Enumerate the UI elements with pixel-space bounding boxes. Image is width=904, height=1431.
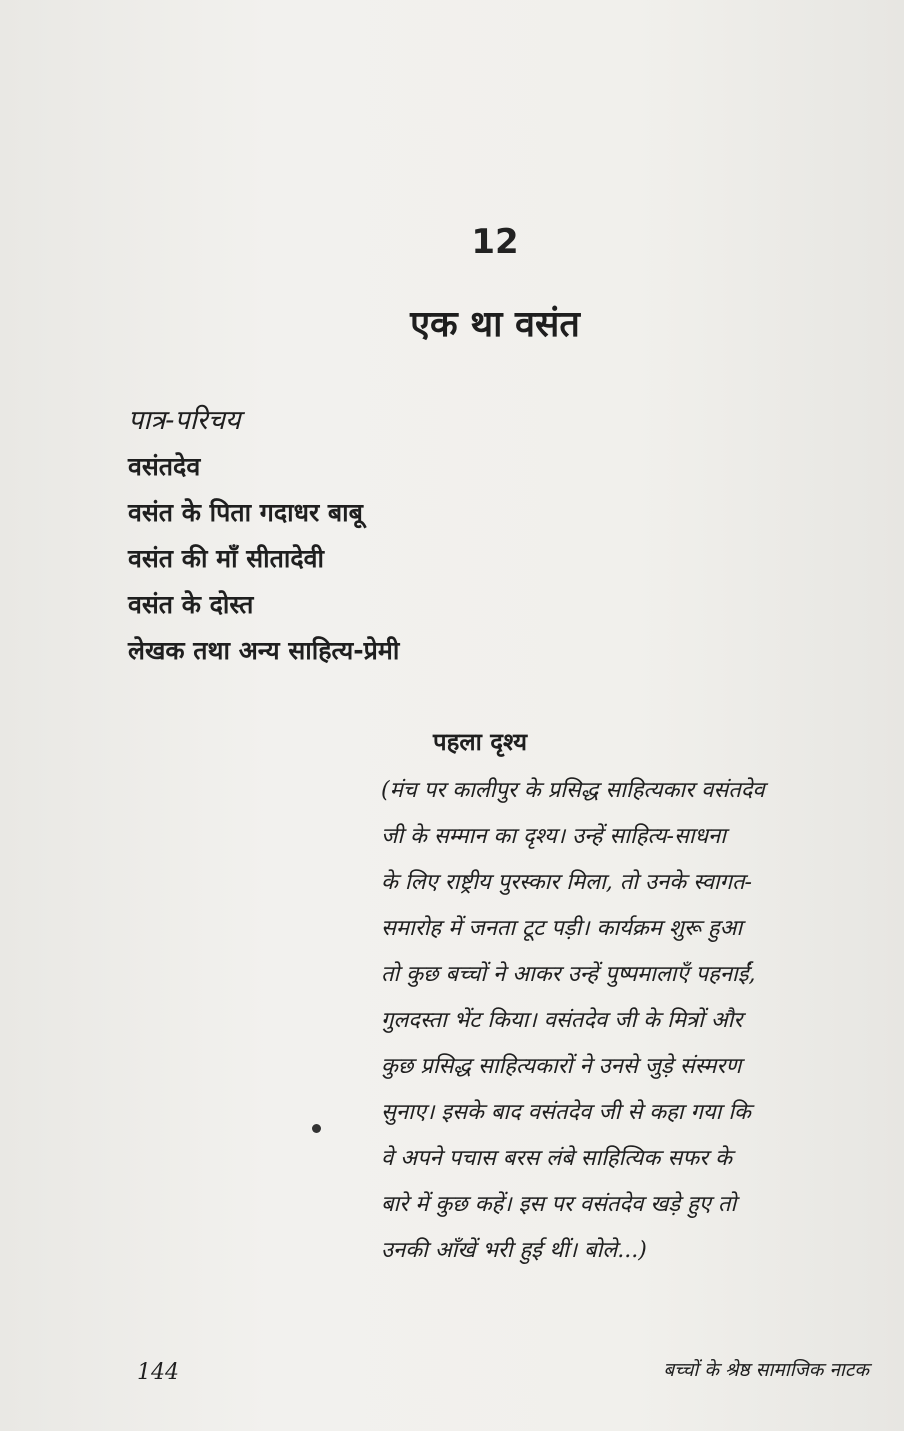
scene-line: तो कुछ बच्चों ने आकर उन्हें पुष्पमालाएँ पहनाईं, [381,962,756,987]
chapter-title: एक था वसंत [410,304,580,345]
ink-speck [312,1124,321,1133]
page-number: 144 [137,1360,179,1385]
scene-line: (मंच पर कालीपुर के प्रसिद्ध साहित्यकार वसंतदेव [381,778,765,803]
cast-item: वसंत की माँ सीतादेवी [128,544,325,573]
scene-line: के लिए राष्ट्रीय पुरस्कार मिला, तो उनके स्वागत- [381,870,752,895]
scene-description [381,768,866,1274]
scene-line: सुनाए। इसके बाद वसंतदेव जी से कहा गया कि [381,1100,751,1125]
chapter-number: 12 [471,222,519,262]
cast-heading: पात्र-परिचय [128,405,241,436]
scene-line: जी के सम्मान का दृश्य। उन्हें साहित्य-साधना [381,824,726,849]
scene-line: समारोह में जनता टूट पड़ी। कार्यक्रम शुरू हुआ [381,916,743,941]
cast-item: लेखक तथा अन्य साहित्य-प्रेमी [128,636,400,665]
scene-line: उनकी आँखें भरी हुई थीं। बोले...) [381,1238,647,1263]
scene-line: बारे में कुछ कहें। इस पर वसंतदेव खड़े हुए तो [381,1192,737,1217]
scene-title: पहला दृश्य [433,728,528,756]
cast-item: वसंत के पिता गदाधर बाबू [128,498,363,527]
cast-item: वसंतदेव [128,452,201,481]
cast-list [128,398,399,674]
running-footer: बच्चों के श्रेष्ठ सामाजिक नाटक [663,1359,869,1381]
scene-line: गुलदस्ता भेंट किया। वसंतदेव जी के मित्रों और [381,1008,743,1033]
scene-line: कुछ प्रसिद्ध साहित्यकारों ने उनसे जुड़े संस्मरण [381,1054,742,1079]
scene-line: वे अपने पचास बरस लंबे साहित्यिक सफर के [381,1146,733,1171]
cast-item: वसंत के दोस्त [128,590,254,619]
